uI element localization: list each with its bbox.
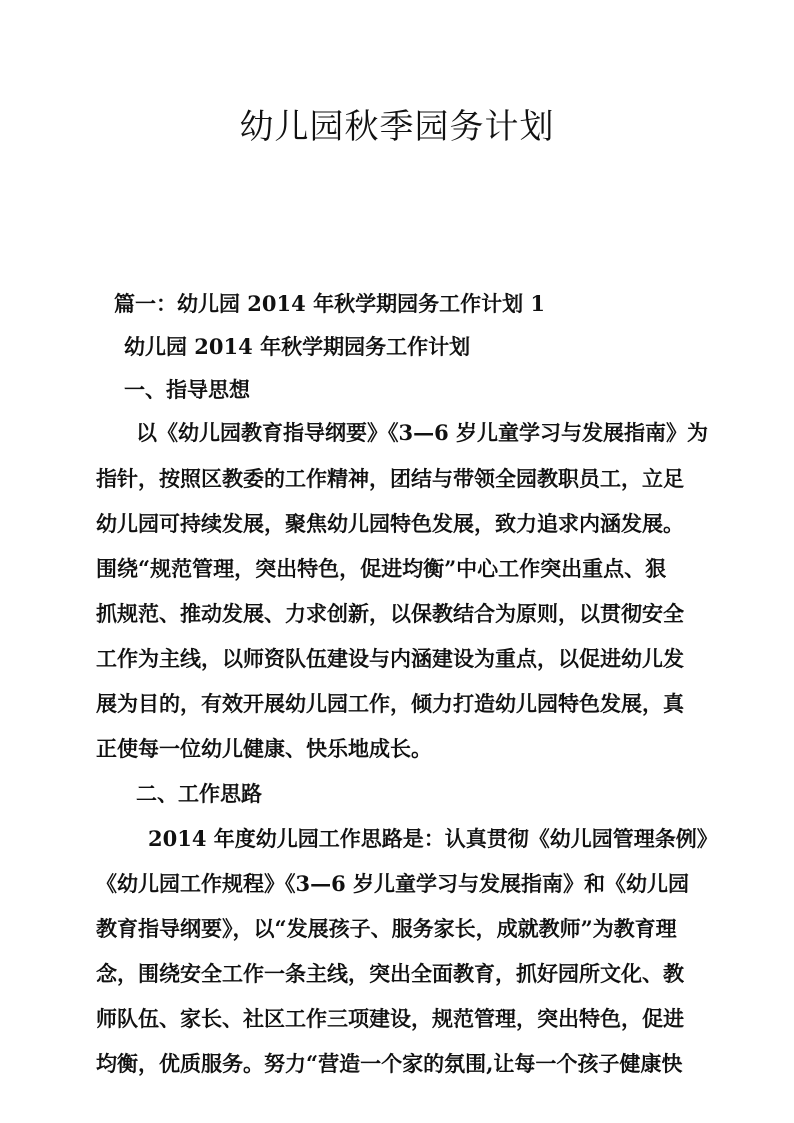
subtitle: 幼儿园 2014 年秋学期园务工作计划 [124,334,471,359]
paragraph-line: 正使每一位幼儿健康、快乐地成长。 [96,736,432,761]
paragraph-line: 师队伍、家长、社区工作三项建设，规范管理，突出特色，促进 [96,1006,684,1031]
section-heading-guiding-ideology: 一、指导思想 [124,377,250,402]
paragraph-line: 幼儿园可持续发展，聚焦幼儿园特色发展，致力追求内涵发展。 [96,511,684,536]
paragraph-line: 抓规范、推动发展、力求创新，以保教结合为原则，以贯彻安全 [96,601,684,626]
paragraph-line: 教育指导纲要》，以“发展孩子、服务家长，成就教师”为教育理 [96,916,677,941]
paragraph-line: 2014 年度幼儿园工作思路是：认真贯彻《幼儿园管理条例》 [148,826,718,851]
paragraph-line: 围绕“规范管理，突出特色，促进均衡”中心工作突出重点、狠 [96,556,667,581]
paragraph-line: 指针，按照区教委的工作精神，团结与带领全园教职员工，立足 [96,466,684,491]
paragraph-line: 《幼儿园工作规程》《3—6 岁儿童学习与发展指南》和《幼儿园 [96,871,690,896]
part-heading: 篇一：幼儿园 2014 年秋学期园务工作计划 1 [114,291,545,316]
section-heading-work-approach: 二、工作思路 [136,781,262,806]
paragraph-line: 以《幼儿园教育指导纲要》《3—6 岁儿童学习与发展指南》为 [136,420,709,445]
paragraph-line: 展为目的，有效开展幼儿园工作，倾力打造幼儿园特色发展，真 [96,691,684,716]
paragraph-line: 均衡，优质服务。努力“营造一个家的氛围,让每一个孩子健康快 [96,1051,683,1076]
document-title: 幼儿园秋季园务计划 [239,107,555,147]
paragraph-line: 工作为主线，以师资队伍建设与内涵建设为重点，以促进幼儿发 [96,646,684,671]
paragraph-line: 念，围绕安全工作一条主线，突出全面教育，抓好园所文化、教 [96,961,684,986]
